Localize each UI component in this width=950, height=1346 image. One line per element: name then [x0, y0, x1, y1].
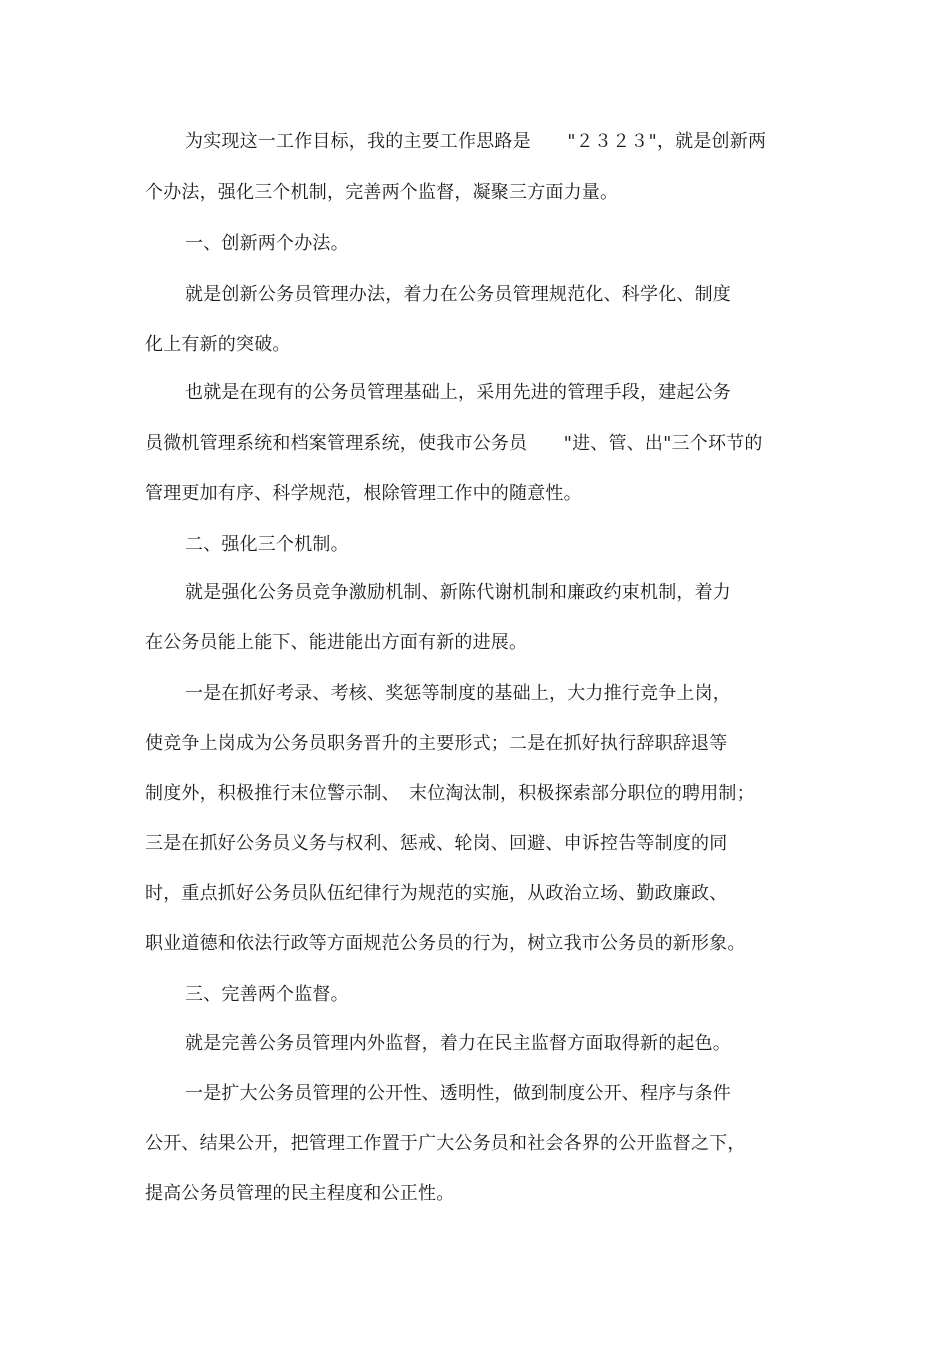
paragraph-line: 个办法，强化三个机制，完善两个监督，凝聚三方面力量。: [145, 182, 619, 203]
paragraph-line: 三是在抓好公务员义务与权利、惩戒、轮岗、回避、申诉控告等制度的同: [145, 833, 728, 854]
paragraph-line: 管理更加有序、科学规范，根除管理工作中的随意性。: [145, 483, 582, 504]
paragraph-line: 时，重点抓好公务员队伍纪律行为规范的实施，从政治立场、勤政廉政、: [145, 883, 728, 904]
paragraph-line: 化上有新的突破。: [145, 334, 291, 355]
paragraph-line: 就是完善公务员管理内外监督，着力在民主监督方面取得新的起色。: [185, 1033, 731, 1054]
section-heading: 二、强化三个机制。: [185, 534, 349, 555]
paragraph-line: 一是在抓好考录、考核、奖惩等制度的基础上，大力推行竞争上岗，: [185, 683, 731, 704]
paragraph-line: 提高公务员管理的民主程度和公正性。: [145, 1183, 455, 1204]
paragraph-line: 在公务员能上能下、能进能出方面有新的进展。: [145, 632, 528, 653]
paragraph-line: 就是创新公务员管理办法，着力在公务员管理规范化、科学化、制度: [185, 284, 731, 305]
section-heading: 三、完善两个监督。: [185, 984, 349, 1005]
paragraph-line: 使竞争上岗成为公务员职务晋升的主要形式；二是在抓好执行辞职辞退等: [145, 733, 728, 754]
paragraph-line: 就是强化公务员竞争激励机制、新陈代谢机制和廉政约束机制，着力: [185, 582, 731, 603]
paragraph-line: 公开、结果公开，把管理工作置于广大公务员和社会各界的公开监督之下，: [145, 1133, 746, 1154]
paragraph-line: 职业道德和依法行政等方面规范公务员的行为，树立我市公务员的新形象。: [145, 933, 746, 954]
paragraph-line: 员微机管理系统和档案管理系统，使我市公务员 "进、管、出"三个环节的: [145, 433, 763, 454]
paragraph-line: 制度外，积极推行末位警示制、 末位淘汰制，积极探索部分职位的聘用制；: [145, 783, 755, 804]
section-heading: 一、创新两个办法。: [185, 233, 349, 254]
paragraph-line: 一是扩大公务员管理的公开性、透明性，做到制度公开、程序与条件: [185, 1083, 731, 1104]
paragraph-line: 为实现这一工作目标，我的主要工作思路是 "２３２３"，就是创新两: [185, 131, 767, 152]
paragraph-line: 也就是在现有的公务员管理基础上，采用先进的管理手段，建起公务: [185, 382, 731, 403]
